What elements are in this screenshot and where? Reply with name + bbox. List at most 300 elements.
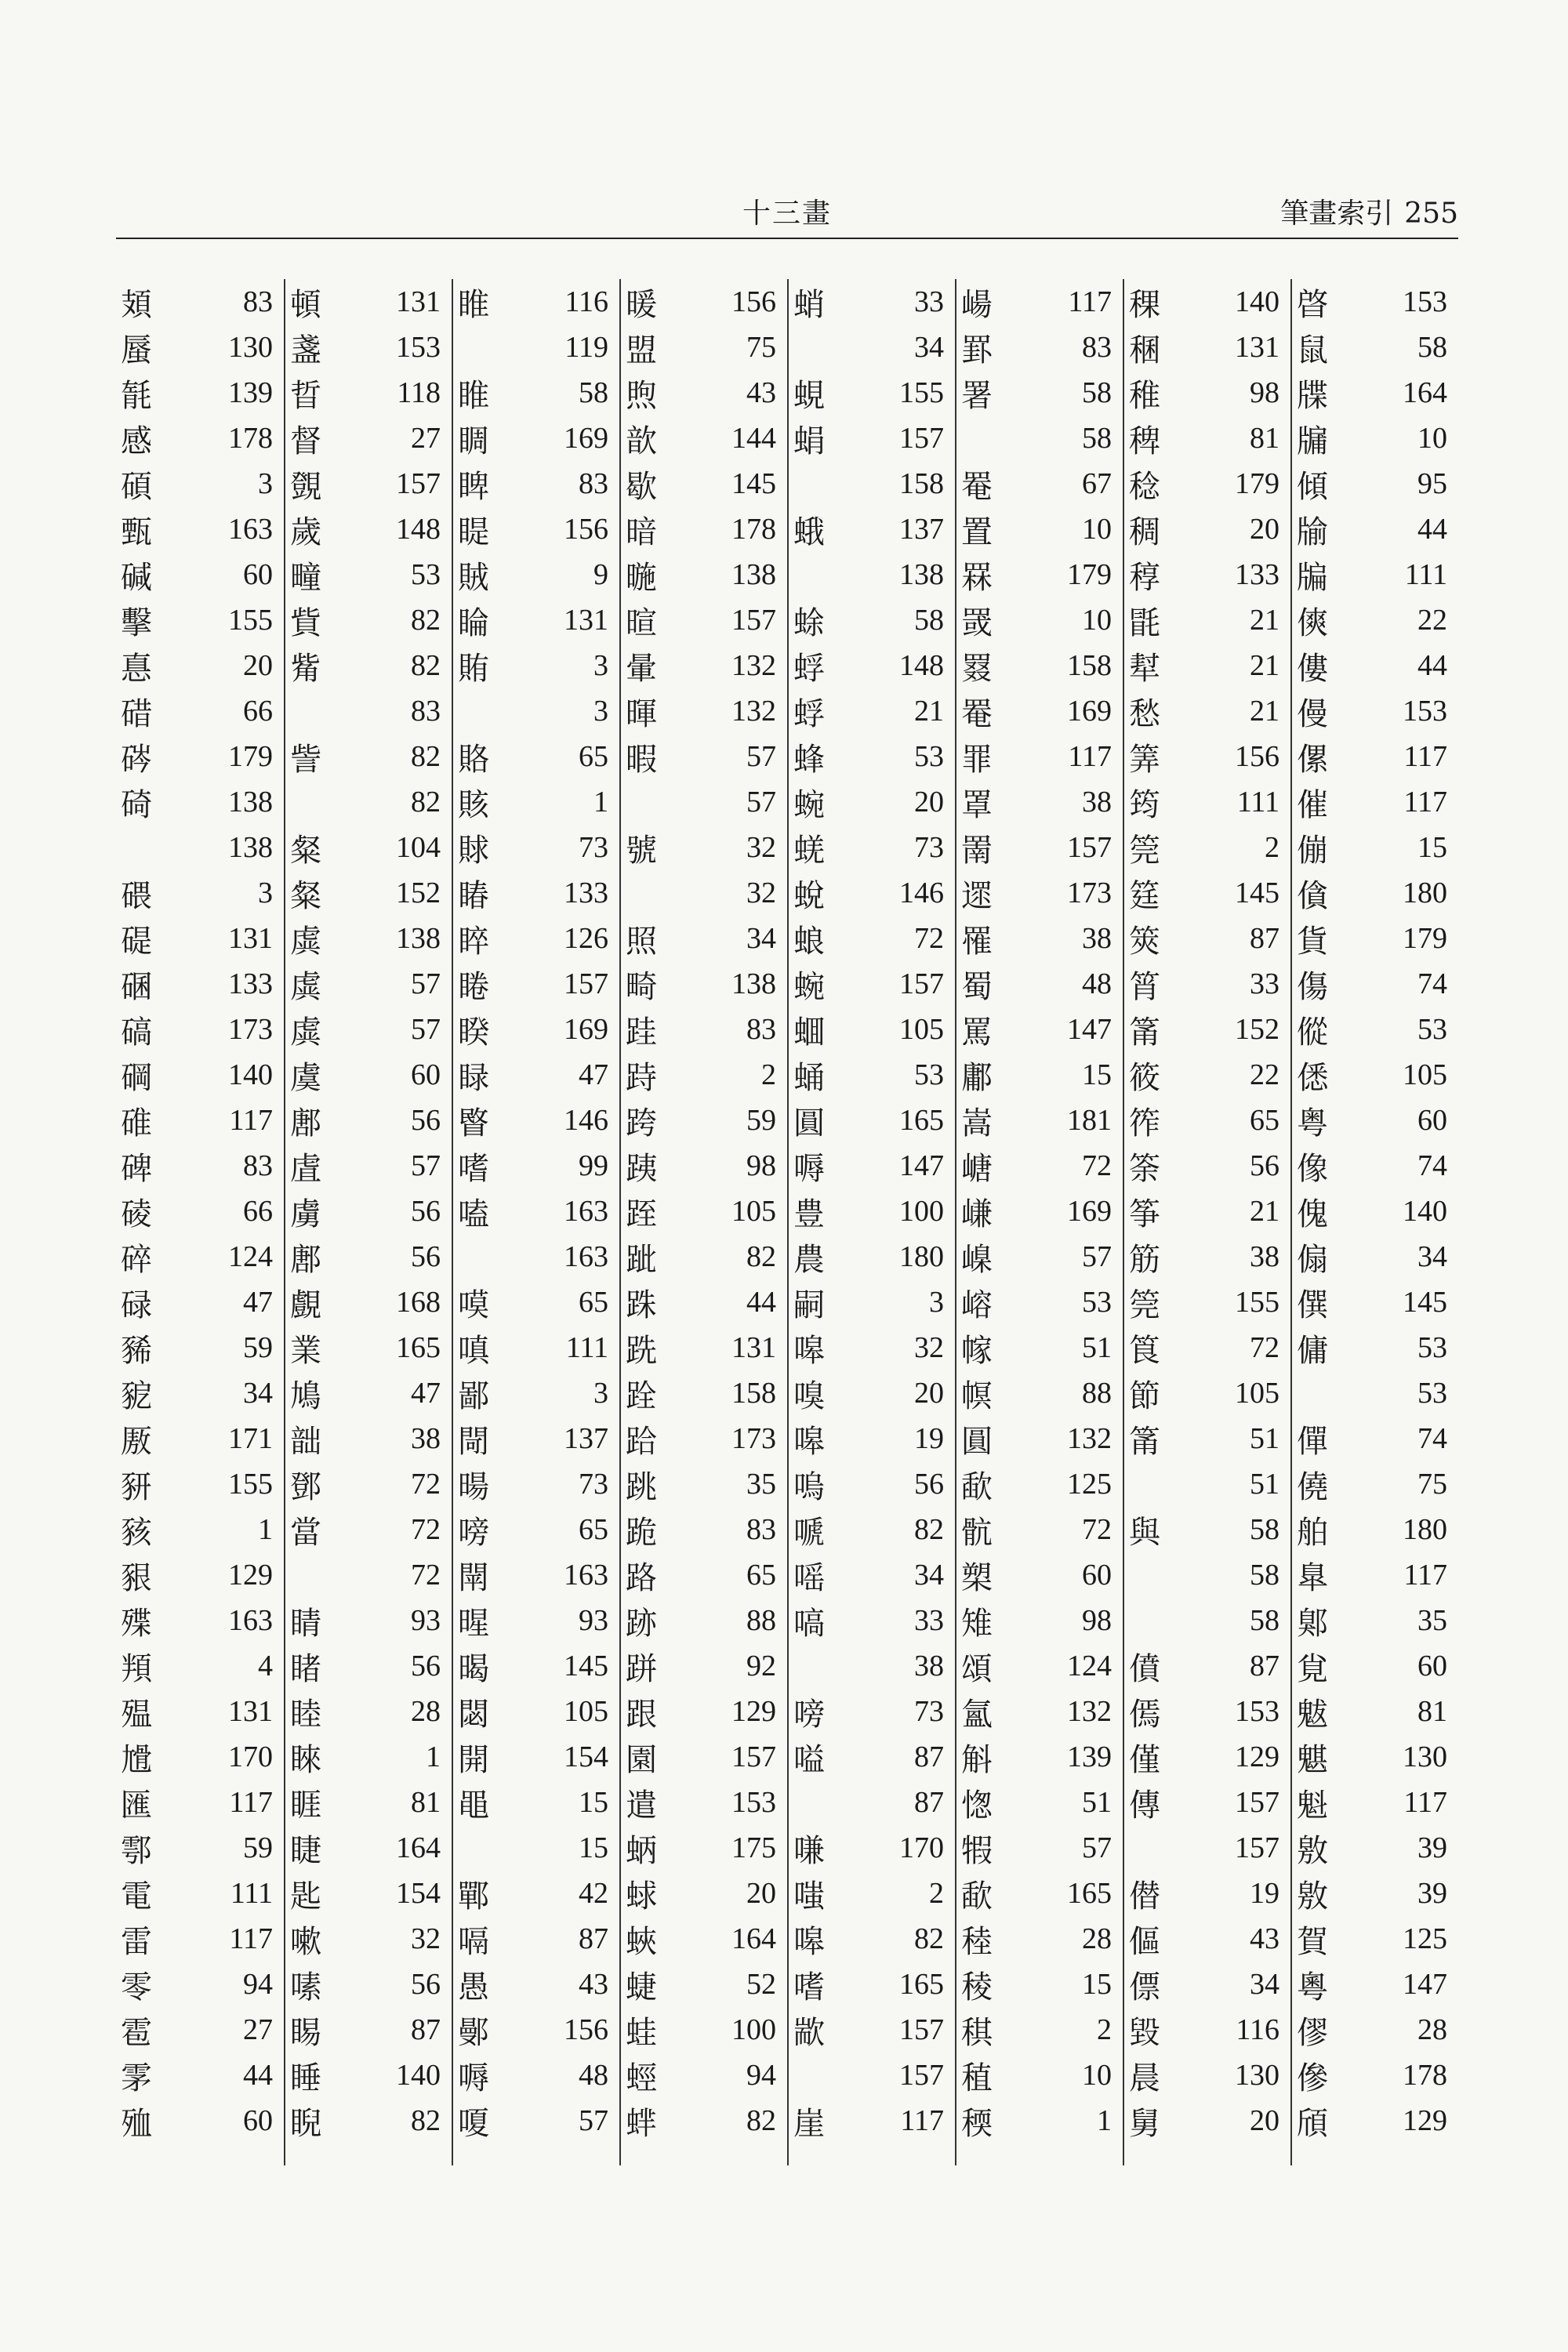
index-entry xyxy=(285,370,452,416)
index-character: 貲 xyxy=(290,604,321,641)
index-character: 跪 xyxy=(626,1514,657,1551)
index-entry xyxy=(1124,870,1290,916)
index-entry xyxy=(1124,1962,1290,2007)
index-page-ref: 39 xyxy=(1417,1877,1447,1910)
index-character: 碙 xyxy=(121,1059,152,1096)
index-character: 筳 xyxy=(1129,877,1160,914)
index-page-ref: 57 xyxy=(746,740,776,773)
index-character: 罵 xyxy=(961,1014,993,1051)
index-page-ref: 119 xyxy=(564,331,608,364)
index-page-ref: 48 xyxy=(1082,967,1112,1000)
index-character: 歂 xyxy=(793,2014,825,2051)
index-page-ref: 67 xyxy=(1082,467,1112,500)
index-page-ref: 47 xyxy=(579,1058,608,1091)
index-character: 幏 xyxy=(961,1332,993,1369)
index-entry xyxy=(789,1098,955,1143)
index-page-ref: 105 xyxy=(731,1195,776,1228)
index-entry xyxy=(1124,1007,1290,1052)
index-entry xyxy=(1124,416,1290,461)
index-character: 愡 xyxy=(961,1787,993,1824)
index-page-ref: 60 xyxy=(1417,1104,1447,1137)
index-character: 暖 xyxy=(626,286,657,323)
index-page-ref: 15 xyxy=(579,1786,608,1819)
index-entry xyxy=(956,1052,1123,1098)
index-entry xyxy=(1292,779,1458,825)
index-entry xyxy=(453,2053,619,2098)
index-character: 惪 xyxy=(121,650,152,687)
index-character: 罪 xyxy=(961,741,993,778)
index-page-ref: 133 xyxy=(1235,558,1279,591)
index-page-ref: 28 xyxy=(1417,2013,1447,2046)
index-page-ref: 38 xyxy=(1082,922,1112,955)
index-page-ref: 21 xyxy=(1250,695,1279,728)
index-character: 傪 xyxy=(1297,2060,1328,2096)
index-page-ref: 56 xyxy=(914,1468,944,1501)
index-page-ref: 117 xyxy=(1068,740,1112,773)
index-character: 犌 xyxy=(961,1832,993,1869)
index-page-ref: 170 xyxy=(899,1831,944,1864)
index-entry xyxy=(956,1825,1123,1871)
index-character: 蛸 xyxy=(793,286,825,323)
index-page-ref: 117 xyxy=(1068,285,1112,318)
index-entry xyxy=(1124,1325,1290,1370)
index-character: 嗥 xyxy=(793,1332,825,1369)
index-column xyxy=(452,279,619,2165)
index-page-ref: 94 xyxy=(243,1968,273,2001)
index-entry xyxy=(789,1825,955,1871)
index-character: 蜃 xyxy=(121,332,152,368)
index-page-ref: 34 xyxy=(1250,1968,1279,2001)
index-page-ref: 164 xyxy=(1403,376,1447,409)
index-entry xyxy=(285,779,452,825)
index-entry xyxy=(116,1643,284,1689)
index-entry xyxy=(116,1734,284,1780)
index-entry xyxy=(621,1052,787,1098)
index-entry xyxy=(956,734,1123,779)
index-page-ref: 56 xyxy=(411,1195,441,1228)
index-character: 督 xyxy=(290,423,321,459)
index-character: 蜿 xyxy=(793,968,825,1005)
index-entry xyxy=(621,734,787,779)
index-entry xyxy=(1124,1098,1290,1143)
index-entry xyxy=(956,325,1123,370)
index-character: 蛷 xyxy=(626,1878,657,1915)
index-entry xyxy=(116,597,284,643)
index-page-ref: 1 xyxy=(426,1740,441,1773)
index-page-ref: 93 xyxy=(579,1604,608,1637)
index-entry xyxy=(1292,1143,1458,1189)
index-character: 蜉 xyxy=(793,695,825,732)
index-character: 畸 xyxy=(626,968,657,1005)
index-character: 頓 xyxy=(290,286,321,323)
index-page-ref: 155 xyxy=(228,1468,273,1501)
index-page-ref: 157 xyxy=(899,422,944,455)
index-entry xyxy=(956,1189,1123,1234)
index-page-ref: 163 xyxy=(564,1240,608,1273)
index-page-ref: 129 xyxy=(731,1695,776,1728)
index-entry xyxy=(621,1643,787,1689)
index-entry xyxy=(621,916,787,961)
index-entry xyxy=(285,2053,452,2098)
index-character: 鄌 xyxy=(290,1105,321,1142)
index-entry xyxy=(789,1552,955,1598)
index-page-ref: 147 xyxy=(1403,1968,1447,2001)
index-character: 虡 xyxy=(290,968,321,1005)
index-page-ref: 27 xyxy=(411,422,441,455)
index-entry xyxy=(789,1370,955,1416)
index-character: 雉 xyxy=(961,1605,993,1642)
index-entry xyxy=(956,506,1123,552)
index-entry xyxy=(453,1098,619,1143)
index-character: 粲 xyxy=(290,877,321,914)
index-character: 嵱 xyxy=(961,1287,993,1323)
index-entry xyxy=(956,961,1123,1007)
index-character: 睭 xyxy=(458,423,489,459)
index-page-ref: 157 xyxy=(396,467,441,500)
index-page-ref: 111 xyxy=(565,1331,608,1364)
index-character: 跐 xyxy=(626,1241,657,1278)
index-page-ref: 173 xyxy=(228,1013,273,1046)
index-entry xyxy=(116,1598,284,1643)
index-character: 虡 xyxy=(290,923,321,960)
index-character: 稚 xyxy=(1129,377,1160,414)
index-page-ref: 178 xyxy=(731,513,776,546)
index-entry xyxy=(621,597,787,643)
index-entry xyxy=(285,916,452,961)
index-character: 筭 xyxy=(1129,741,1160,778)
index-entry xyxy=(1292,1734,1458,1780)
index-page-ref: 87 xyxy=(914,1740,944,1773)
index-entry xyxy=(116,1825,284,1871)
index-character: 蛻 xyxy=(793,877,825,914)
index-entry xyxy=(1124,1689,1290,1734)
index-entry xyxy=(116,825,284,870)
index-character: 僈 xyxy=(1297,695,1328,732)
index-entry xyxy=(116,643,284,688)
index-character: 暈 xyxy=(626,650,657,687)
index-entry xyxy=(1292,370,1458,416)
index-page-ref: 34 xyxy=(746,922,776,955)
index-page-ref: 163 xyxy=(228,513,273,546)
index-column xyxy=(619,279,787,2165)
index-entry xyxy=(1292,552,1458,597)
index-page-ref: 44 xyxy=(243,2059,273,2092)
index-character: 睼 xyxy=(458,514,489,550)
index-entry xyxy=(621,1143,787,1189)
index-page-ref: 165 xyxy=(899,1968,944,2001)
index-page-ref: 163 xyxy=(564,1195,608,1228)
index-character: 牒 xyxy=(1297,377,1328,414)
index-character: 黽 xyxy=(458,1787,489,1824)
index-page-ref: 56 xyxy=(411,1650,441,1682)
index-page-ref: 33 xyxy=(914,1604,944,1637)
index-page-ref: 93 xyxy=(411,1604,441,1637)
index-page-ref: 125 xyxy=(1403,1922,1447,1955)
index-character: 睹 xyxy=(290,1650,321,1687)
index-character: 雷 xyxy=(121,1923,152,1960)
index-character: 匯 xyxy=(121,1787,152,1824)
index-character: 碎 xyxy=(121,1241,152,1278)
index-entry xyxy=(285,597,452,643)
index-character: 敫 xyxy=(1297,1832,1328,1869)
index-page-ref: 157 xyxy=(564,967,608,1000)
index-page-ref: 20 xyxy=(1250,2104,1279,2137)
index-page-ref: 131 xyxy=(731,1331,776,1364)
index-entry xyxy=(789,1052,955,1098)
index-character: 豟 xyxy=(121,1377,152,1414)
index-entry xyxy=(1292,916,1458,961)
index-character: 嗜 xyxy=(793,1969,825,2005)
index-page-ref: 145 xyxy=(564,1650,608,1682)
index-entry xyxy=(1124,643,1290,688)
index-entry xyxy=(1124,1234,1290,1279)
index-entry xyxy=(1292,1007,1458,1052)
index-character: 氳 xyxy=(961,1696,993,1733)
index-character: 頖 xyxy=(121,1650,152,1687)
index-entry xyxy=(116,1007,284,1052)
index-page-ref: 153 xyxy=(396,331,441,364)
index-page-ref: 47 xyxy=(411,1377,441,1410)
index-character: 骯 xyxy=(961,1514,993,1551)
index-character: 煦 xyxy=(626,377,657,414)
index-entry xyxy=(956,916,1123,961)
index-character: 暘 xyxy=(458,1468,489,1505)
index-entry xyxy=(789,279,955,325)
index-page-ref: 72 xyxy=(411,1468,441,1501)
index-entry xyxy=(956,870,1123,916)
index-character: 蜀 xyxy=(961,968,993,1005)
index-character: 僄 xyxy=(1129,1969,1160,2005)
index-character: 覻 xyxy=(290,1287,321,1323)
index-page-ref: 158 xyxy=(1067,649,1112,682)
index-character: 稕 xyxy=(1129,559,1160,596)
index-entry xyxy=(116,325,284,370)
index-entry xyxy=(1292,688,1458,734)
index-entry xyxy=(285,1416,452,1461)
index-entry xyxy=(116,2007,284,2053)
index-page-ref: 117 xyxy=(900,2104,944,2137)
index-character: 號 xyxy=(626,832,657,869)
index-character: 覴 xyxy=(290,468,321,505)
index-entry xyxy=(453,1962,619,2007)
index-character: 傳 xyxy=(1129,1787,1160,1824)
index-character: 虘 xyxy=(290,1150,321,1187)
index-character: 睡 xyxy=(290,2060,321,2096)
index-character: 跮 xyxy=(626,1196,657,1232)
index-page-ref: 116 xyxy=(564,285,608,318)
index-entry xyxy=(453,825,619,870)
index-entry xyxy=(621,416,787,461)
index-page-ref: 165 xyxy=(899,1104,944,1137)
index-page-ref: 21 xyxy=(914,695,944,728)
index-entry xyxy=(116,1416,284,1461)
index-character: 崖 xyxy=(793,2105,825,2142)
index-character: 碐 xyxy=(121,1196,152,1232)
index-entry xyxy=(116,688,284,734)
index-page-ref: 180 xyxy=(1403,1513,1447,1546)
index-character: 蝆 xyxy=(626,2105,657,2142)
index-character: 幎 xyxy=(961,1377,993,1414)
index-entry xyxy=(1124,1734,1290,1780)
index-character: 稗 xyxy=(1129,423,1160,459)
index-entry xyxy=(116,1507,284,1552)
index-entry xyxy=(789,552,955,597)
index-page-ref: 157 xyxy=(899,2013,944,2046)
index-entry xyxy=(453,643,619,688)
index-character: 豜 xyxy=(121,1468,152,1505)
index-entry xyxy=(285,1007,452,1052)
index-page-ref: 105 xyxy=(1235,1377,1279,1410)
index-character: 稙 xyxy=(961,2060,993,2096)
index-entry xyxy=(956,1279,1123,1325)
index-page-ref: 59 xyxy=(243,1331,273,1364)
index-page-ref: 117 xyxy=(1403,740,1447,773)
index-character: 筤 xyxy=(1129,1332,1160,1369)
index-page-ref: 87 xyxy=(914,1786,944,1819)
index-page-ref: 72 xyxy=(411,1513,441,1546)
index-character: 毀 xyxy=(1129,2014,1160,2051)
index-page-ref: 165 xyxy=(1067,1877,1112,1910)
index-entry xyxy=(453,1234,619,1279)
index-entry xyxy=(956,1325,1123,1370)
index-page-ref: 180 xyxy=(899,1240,944,1273)
index-page-ref: 145 xyxy=(731,467,776,500)
index-page-ref: 171 xyxy=(228,1422,273,1455)
index-character: 稘 xyxy=(961,2014,993,2051)
index-entry xyxy=(1124,279,1290,325)
index-page-ref: 82 xyxy=(411,740,441,773)
index-entry xyxy=(789,1279,955,1325)
index-page-ref: 117 xyxy=(1403,1559,1447,1592)
index-entry xyxy=(956,552,1123,597)
index-page-ref: 105 xyxy=(1403,1058,1447,1091)
index-entry xyxy=(285,416,452,461)
index-entry xyxy=(116,870,284,916)
index-entry xyxy=(1292,643,1458,688)
index-entry xyxy=(285,1962,452,2007)
index-character: 筝 xyxy=(1129,1196,1160,1232)
index-entry xyxy=(453,2007,619,2053)
index-page-ref: 73 xyxy=(914,831,944,864)
index-character: 鳩 xyxy=(290,1377,321,1414)
index-page-ref: 169 xyxy=(1067,695,1112,728)
index-page-ref: 35 xyxy=(746,1468,776,1501)
index-entry xyxy=(789,2007,955,2053)
index-page-ref: 88 xyxy=(1082,1377,1112,1410)
index-entry xyxy=(285,552,452,597)
index-grid xyxy=(116,279,1458,2165)
index-character: 睛 xyxy=(290,1605,321,1642)
index-entry xyxy=(116,1962,284,2007)
index-entry xyxy=(621,1279,787,1325)
index-entry xyxy=(453,1780,619,1825)
index-page-ref: 147 xyxy=(899,1149,944,1182)
index-page-ref: 60 xyxy=(1082,1559,1112,1592)
index-character: 稔 xyxy=(1129,468,1160,505)
index-entry xyxy=(1292,734,1458,779)
index-page-ref: 52 xyxy=(746,1968,776,2001)
index-character: 暆 xyxy=(626,559,657,596)
index-page-ref: 44 xyxy=(1417,513,1447,546)
index-character: 毷 xyxy=(1129,604,1160,641)
index-page-ref: 117 xyxy=(229,1104,273,1137)
index-entry xyxy=(1124,1598,1290,1643)
index-entry xyxy=(285,1780,452,1825)
index-entry xyxy=(1292,279,1458,325)
index-character: 跰 xyxy=(626,1650,657,1687)
index-entry xyxy=(956,461,1123,506)
index-page-ref: 27 xyxy=(243,2013,273,2046)
index-entry xyxy=(1292,325,1458,370)
index-page-ref: 148 xyxy=(899,649,944,682)
index-character: 照 xyxy=(626,923,657,960)
index-page-ref: 34 xyxy=(1417,1240,1447,1273)
index-page-ref: 51 xyxy=(1250,1468,1279,1501)
index-page-ref: 65 xyxy=(579,1513,608,1546)
index-character: 殈 xyxy=(121,2105,152,2142)
index-character: 豨 xyxy=(121,1332,152,1369)
index-page-ref: 131 xyxy=(228,922,273,955)
index-entry xyxy=(956,2053,1123,2098)
index-page-ref: 92 xyxy=(746,1650,776,1682)
index-character: 嗑 xyxy=(458,1196,489,1232)
index-entry xyxy=(1292,1279,1458,1325)
index-page-ref: 35 xyxy=(1417,1604,1447,1637)
index-character: 遣 xyxy=(626,1787,657,1824)
index-entry xyxy=(116,1052,284,1098)
index-character: 觜 xyxy=(290,650,321,687)
index-page-ref: 73 xyxy=(579,831,608,864)
index-character: 節 xyxy=(1129,1377,1160,1414)
index-page-ref: 43 xyxy=(579,1968,608,2001)
index-entry xyxy=(789,2098,955,2143)
index-character: 盟 xyxy=(626,332,657,368)
index-character: 稑 xyxy=(961,1923,993,1960)
index-entry xyxy=(1292,2098,1458,2143)
index-character: 蜉 xyxy=(793,650,825,687)
index-character: 跬 xyxy=(626,1014,657,1051)
index-character: 罩 xyxy=(961,786,993,823)
index-character: 睚 xyxy=(290,1787,321,1824)
index-page-ref: 82 xyxy=(914,1922,944,1955)
index-character: 雺 xyxy=(121,2060,152,2096)
index-page-ref: 132 xyxy=(731,695,776,728)
index-entry xyxy=(116,1189,284,1234)
index-entry xyxy=(1292,1916,1458,1962)
index-page-ref: 34 xyxy=(914,331,944,364)
index-entry xyxy=(621,279,787,325)
index-entry xyxy=(621,2007,787,2053)
index-character: 僥 xyxy=(1297,1468,1328,1505)
index-page-ref: 169 xyxy=(564,1013,608,1046)
index-character: 閛 xyxy=(458,1559,489,1596)
index-entry xyxy=(621,1825,787,1871)
index-column xyxy=(955,279,1123,2165)
index-entry xyxy=(453,1871,619,1916)
index-entry xyxy=(621,325,787,370)
index-page-ref: 129 xyxy=(1235,1740,1279,1773)
index-entry xyxy=(1124,325,1290,370)
index-page-ref: 152 xyxy=(396,877,441,909)
index-entry xyxy=(789,1916,955,1962)
index-entry xyxy=(789,961,955,1007)
index-character: 盞 xyxy=(290,332,321,368)
index-character: 僣 xyxy=(1129,1878,1160,1915)
index-page-ref: 53 xyxy=(411,558,441,591)
page-number: 255 xyxy=(1404,198,1458,230)
index-character: 嗥 xyxy=(793,1923,825,1960)
index-page-ref: 53 xyxy=(1417,1377,1447,1410)
